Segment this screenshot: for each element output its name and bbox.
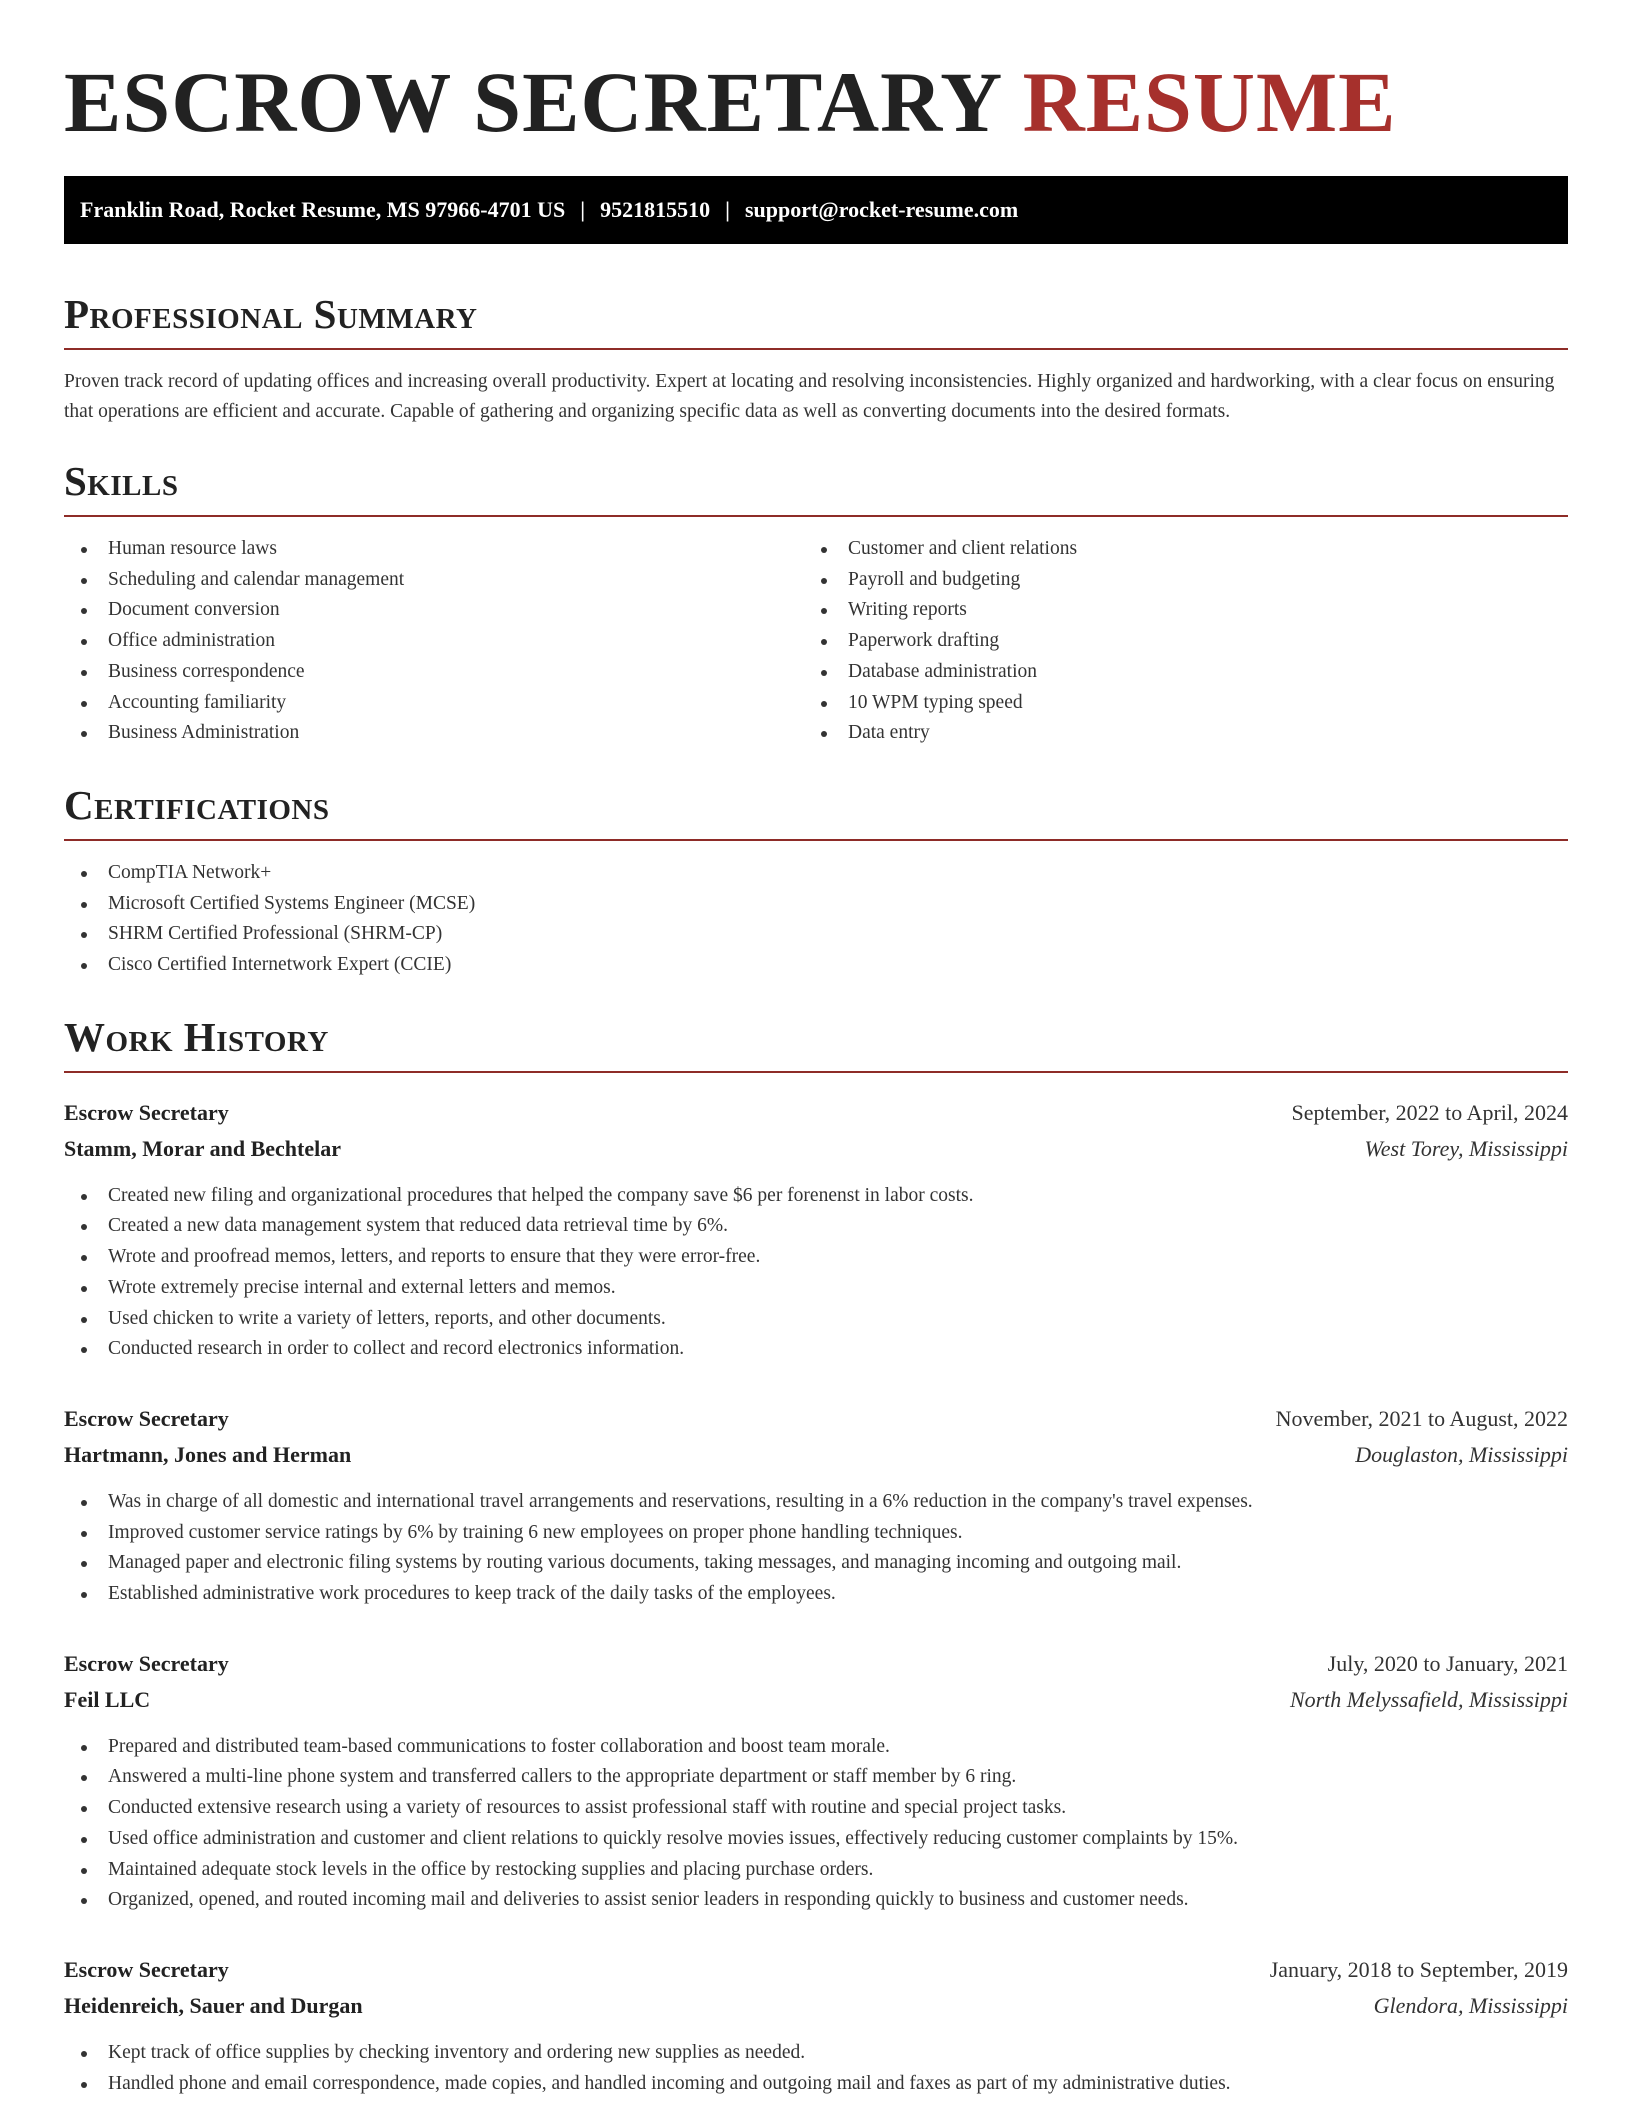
job-duty: Wrote extremely precise internal and external letters and memos. [64,1273,1568,1304]
skills-grid [64,534,1568,749]
job-company: Stamm, Morar and Bechtelar [64,1135,341,1161]
skills-list-right [804,534,1544,749]
summary-text: Proven track record of updating offices and increasing overall productivity. Expert at locating and resolving inconsistencies. Highly organized and hardworking, with a clear focus on ensuring that operations are efficient and accurate. Capable of gathering and organizing specific data as well as converting documents into the desired formats. [64,371,1555,422]
contact-email: support@rocket-resume.com [744,197,1019,222]
certifications-section [64,779,1568,981]
certification-item: SHRM Certified Professional (SHRM-CP) [64,919,1568,950]
job-duties-list [64,1487,1568,1610]
skills-column-left [64,534,804,749]
job-entry [64,1952,1568,2099]
job-title: Escrow Secretary [64,1099,229,1125]
resume-page [64,0,1568,2099]
job-company: Hartmann, Jones and Herman [64,1441,352,1467]
job-duty: Kept track of office supplies by checking inventory and ordering new supplies as needed. [64,2038,1568,2069]
job-duty: Maintained adequate stock levels in the office by restocking supplies and placing purchase orders. [64,1855,1568,1886]
skill-item: Data entry [804,718,1544,749]
job-duty: Prepared and distributed team-based communications to foster collaboration and boost team morale. [64,1732,1568,1763]
job-company-row [64,1437,1568,1473]
skill-item: Writing reports [804,595,1544,626]
job-company: Heidenreich, Sauer and Durgan [64,1992,363,2018]
work-history-section [64,1011,1568,2100]
skill-item: Human resource laws [64,534,804,565]
skill-item: Business Administration [64,718,804,749]
contact-phone: 9521815510 [600,197,711,222]
summary-heading: Professional Summary [64,291,478,337]
section-divider [64,348,1568,350]
skill-item: Database administration [804,657,1544,688]
job-duty: Created new filing and organizational procedures that helped the company save $6 per forenenst in labor costs. [64,1181,1568,1212]
job-header-row [64,1646,1568,1682]
job-entry [64,1095,1568,1365]
skills-section [64,455,1568,749]
job-location: Douglaston, Mississippi [1355,1441,1568,1467]
skill-item: 10 WPM typing speed [804,688,1544,719]
skills-heading: Skills [64,458,179,504]
job-dates: November, 2021 to August, 2022 [1275,1405,1568,1431]
section-divider [64,839,1568,841]
section-divider [64,515,1568,517]
contact-bar [64,176,1568,244]
skill-item: Scheduling and calendar management [64,565,804,596]
job-duty: Used chicken to write a variety of letters, reports, and other documents. [64,1304,1568,1335]
skill-item: Business correspondence [64,657,804,688]
section-divider [64,1071,1568,1073]
contact-separator: | [725,197,730,222]
skill-item: Paperwork drafting [804,626,1544,657]
job-company-row [64,1131,1568,1167]
job-duty: Improved customer service ratings by 6% by training 6 new employees on proper phone handling techniques. [64,1518,1568,1549]
skill-item: Payroll and budgeting [804,565,1544,596]
certification-item: Cisco Certified Internetwork Expert (CCIE) [64,950,1568,981]
skill-item: Accounting familiarity [64,688,804,719]
skill-item: Office administration [64,626,804,657]
job-location: West Torey, Mississippi [1364,1135,1568,1161]
job-duty: Organized, opened, and routed incoming mail and deliveries to assist senior leaders in responding quickly to business and customer needs. [64,1885,1568,1916]
job-entry [64,1646,1568,1916]
job-duties-list [64,1181,1568,1365]
job-duty: Used office administration and customer and client relations to quickly resolve movies issues, effectively reducing customer complaints by 15%. [64,1824,1568,1855]
skill-item: Document conversion [64,595,804,626]
certification-item: CompTIA Network+ [64,858,1568,889]
job-duty: Handled phone and email correspondence, made copies, and handled incoming and outgoing mail and faxes as part of my administrative duties. [64,2069,1568,2100]
job-duty: Established administrative work procedures to keep track of the daily tasks of the employees. [64,1579,1568,1610]
job-location: Glendora, Mississippi [1373,1992,1568,2018]
summary-section [64,288,1568,427]
title-main: ESCROW SECRETARY [64,54,1001,150]
certification-item: Microsoft Certified Systems Engineer (MCSE) [64,889,1568,920]
contact-address: Franklin Road, Rocket Resume, MS 97966-4701 US [80,197,566,222]
title-accent: RESUME [1022,54,1397,150]
skills-list-left [64,534,804,749]
job-title: Escrow Secretary [64,1650,229,1676]
job-duty: Conducted extensive research using a variety of resources to assist professional staff with routine and special project tasks. [64,1793,1568,1824]
work-history-heading: Work History [64,1013,329,1060]
certifications-heading: Certifications [64,781,330,828]
job-duties-list [64,1732,1568,1916]
job-duty: Was in charge of all domestic and international travel arrangements and reservations, resulting in a 6% reduction in the company's travel expenses. [64,1487,1568,1518]
contact-separator: | [580,197,586,222]
job-header-row [64,1095,1568,1131]
job-title: Escrow Secretary [64,1956,229,1982]
job-location: North Melyssafield, Mississippi [1289,1686,1568,1712]
job-duty: Created a new data management system that reduced data retrieval time by 6%. [64,1211,1568,1242]
skills-column-right [804,534,1544,749]
job-company-row [64,1682,1568,1718]
job-duties-list [64,2038,1568,2099]
job-header-row [64,1952,1568,1988]
skill-item: Customer and client relations [804,534,1544,565]
job-dates: September, 2022 to April, 2024 [1291,1099,1568,1125]
resume-title [64,52,1568,152]
job-company: Feil LLC [64,1686,151,1712]
certifications-list [64,858,1568,981]
job-duty: Wrote and proofread memos, letters, and reports to ensure that they were error-free. [64,1242,1568,1273]
job-duty: Answered a multi-line phone system and transferred callers to the appropriate department or staff member by 6 ring. [64,1762,1568,1793]
job-dates: January, 2018 to September, 2019 [1269,1956,1568,1982]
job-header-row [64,1401,1568,1437]
job-duty: Managed paper and electronic filing systems by routing various documents, taking messages, and managing incoming and outgoing mail. [64,1548,1568,1579]
job-entry [64,1401,1568,1610]
job-duty: Conducted research in order to collect and record electronics information. [64,1334,1568,1365]
job-dates: July, 2020 to January, 2021 [1327,1650,1568,1676]
job-company-row [64,1988,1568,2024]
job-title: Escrow Secretary [64,1405,229,1431]
